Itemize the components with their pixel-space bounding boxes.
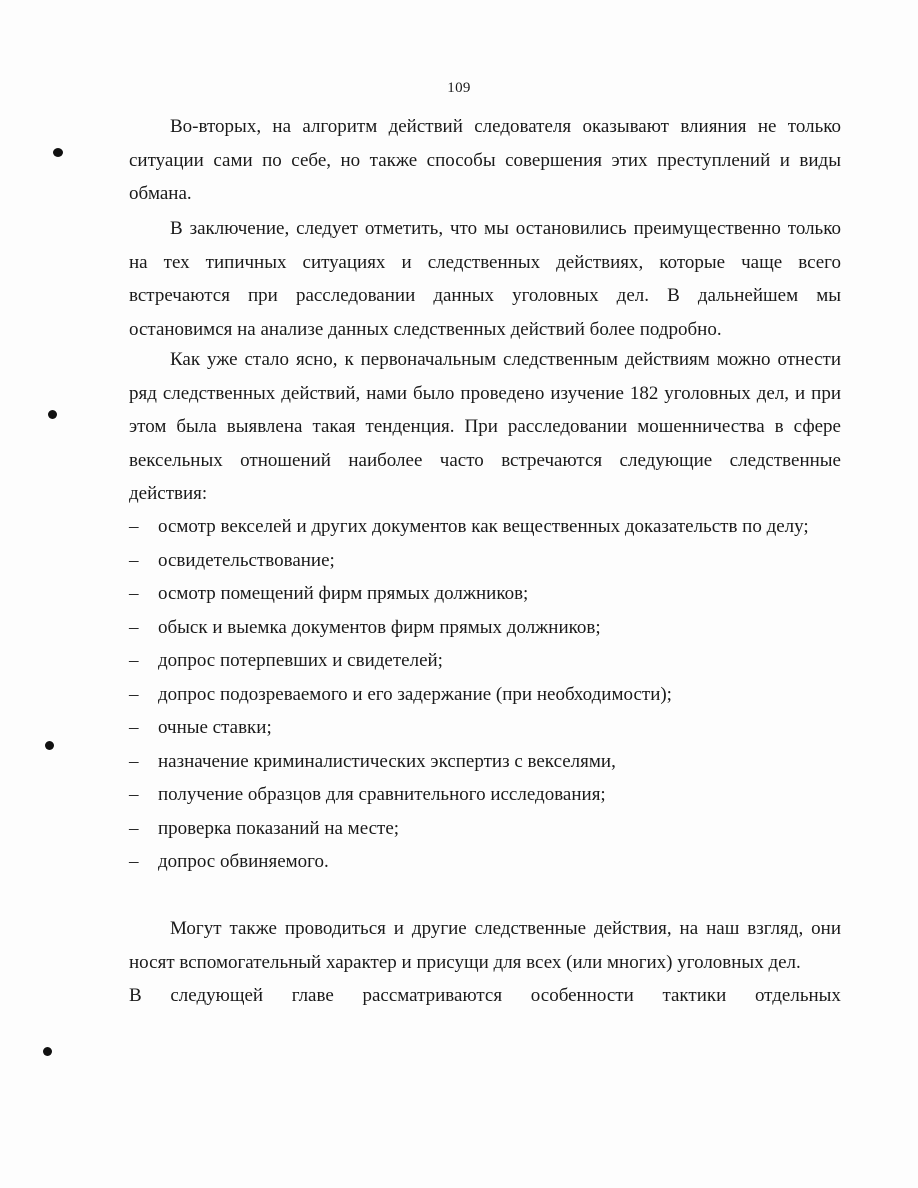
- list-item-text: проверка показаний на месте;: [158, 817, 400, 839]
- dash-marker: –: [129, 817, 139, 839]
- list-item: [129, 812, 841, 846]
- paragraph: Как уже стало ясно, к первоначальным следственным действиям можно отнести ряд следственных действий, нами было проведено изучение 182 уголовных дел, и при этом была выявлена такая тенденция. При расследовании мошенничества в сфере вексельных отношений наиболее часто встречаются следующие следственные действия:: [129, 349, 841, 504]
- list-item-text: осмотр помещений фирм прямых должников;: [158, 583, 529, 604]
- list-item-text: очные ставки;: [158, 717, 272, 738]
- paragraph: В заключение, следует отметить, что мы остановились преимущественно только на тех типичных ситуациях и следственных действиях, которые чаще всего встречаются при расследовании данных уголовных дел. В дальнейшем мы остановимся на анализе данных следственных действий более подробно.: [129, 218, 841, 340]
- list-item: [129, 544, 841, 578]
- paragraph-block: [129, 110, 841, 211]
- binder-hole-mark: [48, 410, 57, 419]
- list-item: [129, 611, 841, 645]
- paragraph-block: [129, 343, 841, 511]
- investigative-actions-list: [129, 510, 841, 879]
- page-number: 109: [447, 80, 471, 96]
- closing-word: главе: [291, 985, 334, 1006]
- closing-word: рассматриваются: [362, 985, 503, 1006]
- paragraph-block: [129, 212, 841, 346]
- list-item: [129, 510, 841, 544]
- closing-word: тактики: [662, 985, 727, 1006]
- dash-marker: –: [129, 851, 139, 872]
- list-item-text: допрос обвиняемого.: [158, 851, 329, 872]
- list-item-text: допрос потерпевших и свидетелей;: [158, 650, 443, 671]
- list-item-text: освидетельствование;: [158, 549, 335, 571]
- list-item: [129, 711, 841, 745]
- dash-marker: –: [129, 784, 139, 805]
- binder-hole-mark: [53, 148, 63, 157]
- closing-word: отдельных: [754, 985, 841, 1006]
- dash-marker: –: [129, 516, 139, 537]
- binder-hole-mark: [45, 741, 54, 750]
- dash-marker: –: [129, 683, 139, 705]
- dash-marker: –: [129, 650, 139, 671]
- list-item: [129, 678, 841, 712]
- list-item: [129, 644, 841, 678]
- paragraph-block: [129, 912, 841, 1013]
- list-item-text: назначение криминалистических экспертиз с векселями,: [158, 750, 616, 772]
- list-item: [129, 577, 841, 611]
- dash-marker: –: [129, 750, 139, 772]
- dash-marker: –: [129, 583, 139, 604]
- list-item: [129, 845, 841, 879]
- list-item: [129, 745, 841, 779]
- closing-word: особенности: [530, 985, 634, 1006]
- binder-hole-mark: [43, 1047, 52, 1056]
- paragraph: Могут также проводиться и другие следственные действия, на наш взгляд, они носят вспомогательный характер и присущи для всех (или многих) уголовных дел.: [129, 918, 841, 973]
- paragraph: Во-вторых, на алгоритм действий следователя оказывают влияния не только ситуации сами по себе, но также способы совершения этих преступлений и виды обмана.: [129, 116, 841, 204]
- dash-marker: –: [129, 549, 139, 571]
- closing-word: следующей: [170, 985, 264, 1006]
- list-item-text: осмотр векселей и других документов как вещественных доказательств по делу;: [158, 516, 809, 537]
- dash-marker: –: [129, 717, 139, 738]
- list-item-text: получение образцов для сравнительного исследования;: [158, 784, 606, 805]
- dash-marker: –: [129, 616, 139, 638]
- closing-word: В: [129, 985, 142, 1006]
- list-item: [129, 778, 841, 812]
- list-item-text: допрос подозреваемого и его задержание (при необходимости);: [158, 683, 672, 705]
- list-item-text: обыск и выемка документов фирм прямых должников;: [158, 616, 601, 638]
- closing-line: [129, 979, 841, 1013]
